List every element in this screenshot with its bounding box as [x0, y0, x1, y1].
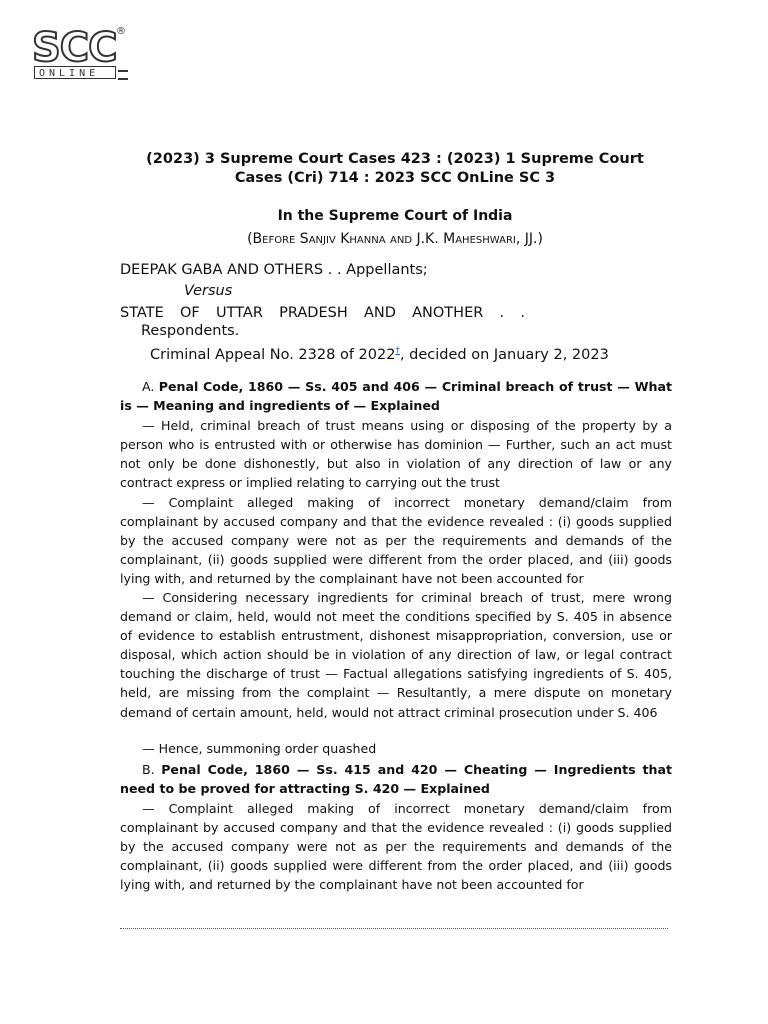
- headnote-b-para-1: — Complaint alleged making of incorrect monetary demand/claim from complainant by accused company and that the evidence revealed : (i) goods supplied by the accused company were not as per the requirements and demands of the complainant, (ii) goods supplied were different from the order placed, and (iii) goods lying with, and returned by the complainant have not been accounted for: [120, 801, 672, 893]
- headnote-a-title: [120, 377, 672, 415]
- logo-online-text: ONLINE: [34, 66, 116, 79]
- headnote-a-heading: Penal Code, 1860 — Ss. 405 and 406 — Criminal breach of trust — What is — Meaning and ingredients of — Explained: [120, 379, 672, 414]
- respondents-line-2: Respondents.: [141, 323, 240, 339]
- headnote-a-para-1: — Held, criminal breach of trust means using or disposing of the property by a person who is entrusted with or otherwise has dominion — Further, such an act must not only be done dishonestly, but also in violation of any direction of law or any contract express or implied relating to carrying out the trust: [120, 418, 672, 491]
- headnote-a-para-2: — Complaint alleged making of incorrect monetary demand/claim from complainant by accused company and that the evidence revealed : (i) goods supplied by the accused company were not as per the requirements and demands of the complainant, (ii) goods supplied were different from the order placed, and (iii) goods lying with, and returned by the complainant have not been accounted for: [120, 495, 672, 587]
- decision-date: , decided on January 2, 2023: [399, 346, 609, 363]
- footnote-divider: [120, 928, 668, 929]
- bench-line: [110, 231, 680, 247]
- headnote-b-heading: Penal Code, 1860 — Ss. 415 and 420 — Cheating — Ingredients that need to be proved for attracting S. 420 — Explained: [120, 762, 673, 797]
- headnote-a-para-3: — Considering necessary ingredients for criminal breach of trust, mere wrong demand or claim, held, would not meet the conditions specified by S. 405 in absence of evidence to establish entrustment, dishonest misappropriation, conversion, use or disposal, which action should be in violation of any direction of law, or legal contract touching the discharge of trust — Factual allegations satisfying ingredients of S. 405, held, are missing from the complaint — Resultantly, a mere dispute on monetary demand of certain amount, held, would not attract criminal prosecution under S. 406: [120, 590, 672, 720]
- bench-open: (: [247, 231, 253, 247]
- logo-flag-icon: [118, 70, 128, 80]
- appeal-info: [150, 346, 609, 363]
- citation-line-2: Cases (Cri) 714 : 2023 SCC OnLine SC 3: [234, 170, 556, 186]
- logo-registered-mark: ®: [116, 26, 126, 37]
- court-name: In the Supreme Court of India: [277, 208, 513, 224]
- footnote-link[interactable]: †: [395, 346, 400, 356]
- appellants: DEEPAK GABA AND OTHERS . . Appellants;: [120, 262, 428, 278]
- bench-close: , JJ.): [515, 231, 543, 247]
- headnote-a-label: A.: [142, 379, 159, 394]
- headnote-b-label: B.: [142, 762, 162, 777]
- bench-judges: Before Sanjiv Khanna and J.K. Maheshwari: [252, 231, 516, 247]
- versus: Versus: [184, 283, 233, 299]
- logo-brand: SCC: [32, 25, 117, 71]
- headnote-a-para-4: — Hence, summoning order quashed: [142, 741, 377, 756]
- citation-line-1: (2023) 3 Supreme Court Cases 423 : (2023) 1 Supreme Court: [146, 151, 644, 167]
- appeal-number: Criminal Appeal No. 2328 of 2022: [150, 346, 396, 363]
- scc-online-logo: [32, 26, 128, 82]
- respondents-line-1: STATE OF UTTAR PRADESH AND ANOTHER . .: [120, 305, 525, 321]
- headnote-b-title: [120, 760, 672, 798]
